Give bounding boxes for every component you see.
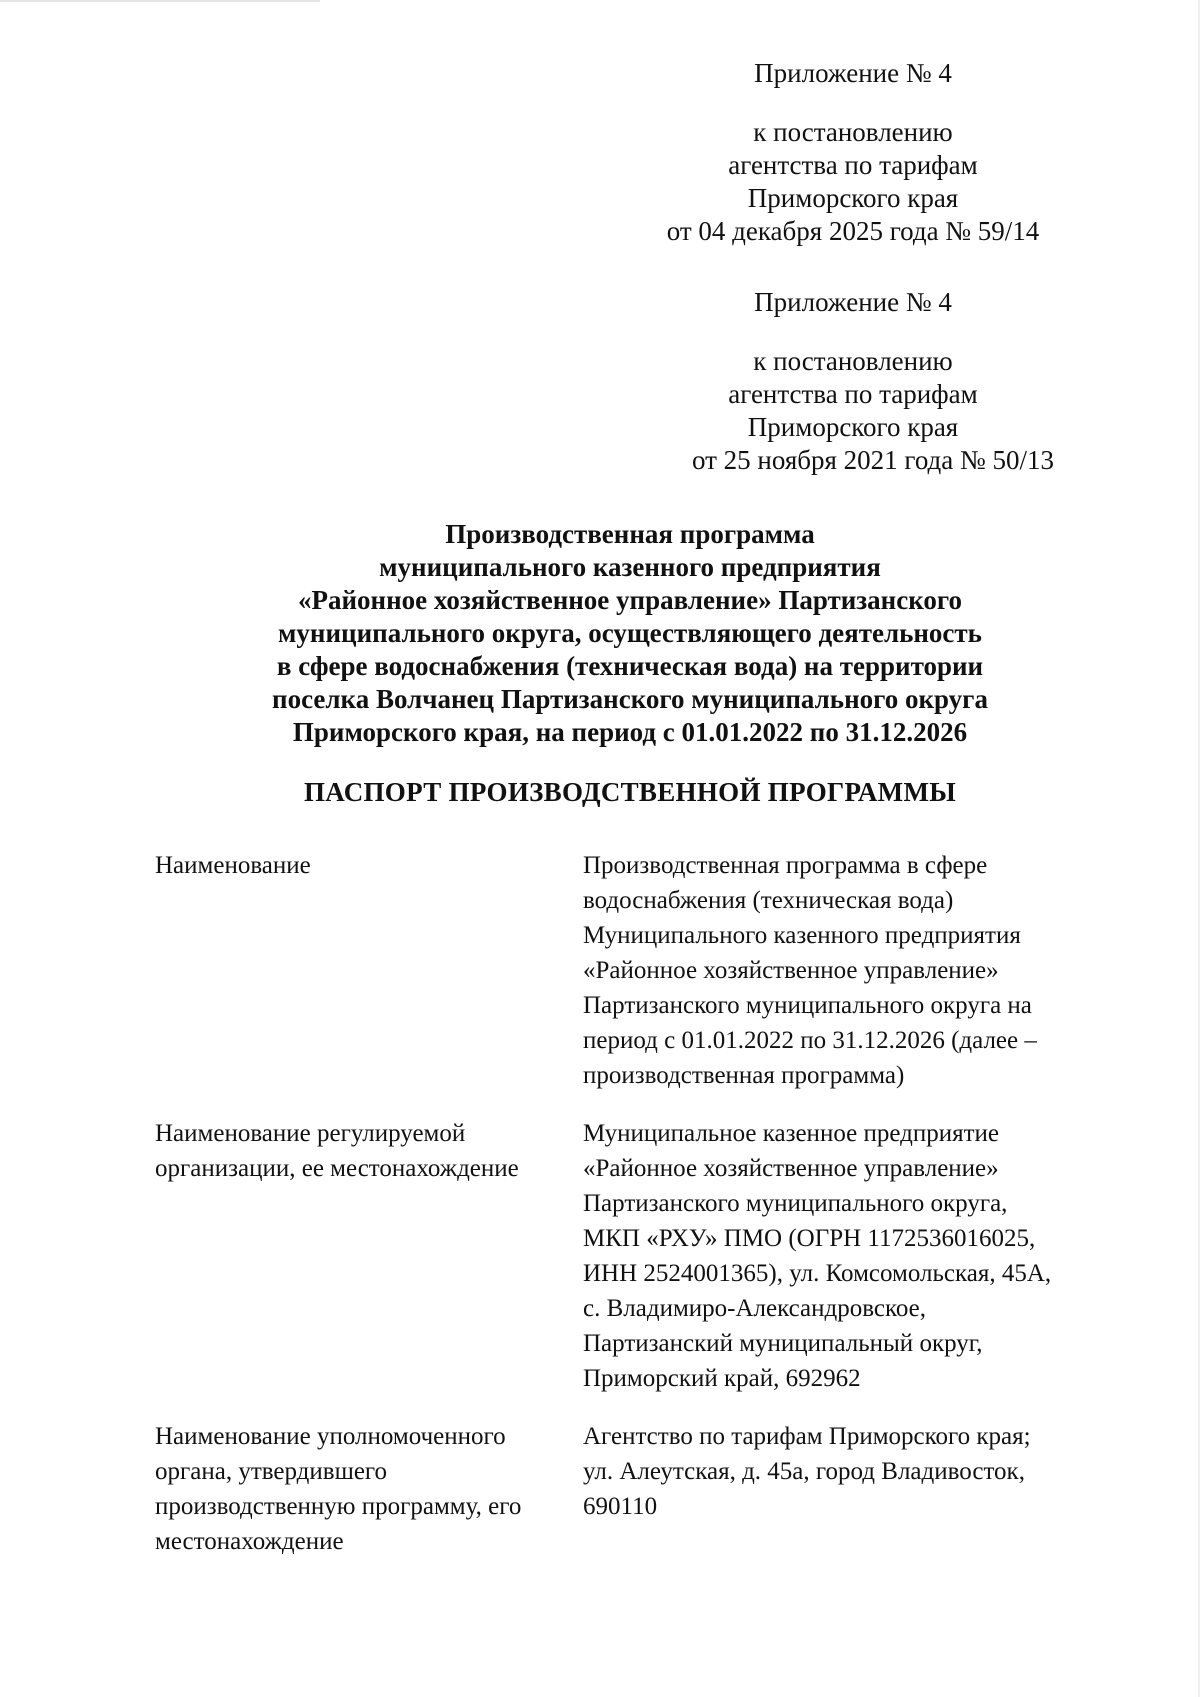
passport-row-value: [583, 1419, 1115, 1559]
passport-row-label: [155, 1419, 583, 1559]
passport-row-label: [155, 1116, 583, 1396]
appendix-title: Приложение № 4: [754, 58, 952, 88]
program-title-line: поселка Волчанец Партизанского муниципального округа: [272, 684, 988, 714]
value-line: Агентство по тарифам Приморского края;: [583, 1423, 1031, 1450]
passport-row-authority: [155, 1419, 1115, 1559]
value-line: Приморский край, 692962: [583, 1365, 861, 1392]
program-title-line: муниципального округа, осуществляющего деятельность: [278, 618, 982, 648]
passport-row-value: [583, 848, 1115, 1093]
value-line: МКП «РХУ» ПМО (ОГРН 1172536016025,: [583, 1225, 1036, 1252]
program-title-line: Приморского края, на период с 01.01.2022 по 31.12.2026: [292, 717, 968, 747]
appendix-line: к постановлению: [753, 117, 953, 147]
value-line: ИНН 2524001365), ул. Комсомольская, 45А,: [583, 1260, 1052, 1287]
program-title-line: муниципального казенного предприятия: [379, 552, 881, 582]
value-line: производственная программа): [583, 1062, 905, 1089]
label-line: органа, утвердившего: [155, 1458, 388, 1485]
program-title: [160, 518, 1100, 749]
passport-row-name: [155, 848, 1115, 1093]
label-line: Наименование регулируемой: [155, 1120, 466, 1147]
program-title-line: «Районное хозяйственное управление» Партизанского: [298, 585, 962, 615]
value-line: Производственная программа в сфере: [583, 852, 988, 879]
value-line: Партизанского муниципального округа на: [583, 992, 1032, 1019]
value-line: с. Владимиро-Александровское,: [583, 1295, 926, 1322]
value-line: Муниципального казенного предприятия: [583, 922, 1021, 949]
program-title-line: в сфере водоснабжения (техническая вода) на территории: [276, 651, 984, 681]
passport-table: [155, 848, 1115, 1582]
appendix-header-current: [623, 57, 1083, 248]
appendix-date-line: от 25 ноября 2021 года № 50/13: [691, 445, 1055, 475]
appendix-line: Приморского края: [747, 183, 959, 213]
passport-row-value: [583, 1116, 1115, 1396]
value-line: водоснабжения (техническая вода): [583, 887, 954, 914]
appendix-line: Приморского края: [747, 412, 959, 442]
label-line: Наименование уполномоченного: [155, 1423, 506, 1450]
value-line: Муниципальное казенное предприятие: [583, 1120, 999, 1147]
scan-edge-top: [0, 0, 320, 2]
passport-row-label: [155, 848, 583, 1093]
appendix-line: агентства по тарифам: [728, 150, 978, 180]
label-line: производственную программу, его: [155, 1493, 522, 1520]
appendix-line: агентства по тарифам: [728, 379, 978, 409]
value-line: «Районное хозяйственное управление»: [583, 1155, 999, 1182]
passport-row-organization: [155, 1116, 1115, 1396]
value-line: 690110: [583, 1493, 658, 1520]
appendix-header-original: [623, 286, 1083, 477]
label-line: местонахождение: [155, 1528, 344, 1555]
value-line: Партизанский муниципальный округ,: [583, 1330, 983, 1357]
value-line: Партизанского муниципального округа,: [583, 1190, 1008, 1217]
label-line: Наименование: [155, 852, 311, 879]
value-line: «Районное хозяйственное управление»: [583, 957, 999, 984]
value-line: период с 01.01.2022 по 31.12.2026 (далее –: [583, 1027, 1037, 1054]
value-line: ул. Алеутская, д. 45а, город Владивосток,: [583, 1458, 1025, 1485]
appendix-title: Приложение № 4: [754, 287, 952, 317]
appendix-line: к постановлению: [753, 346, 953, 376]
passport-heading: ПАСПОРТ ПРОИЗВОДСТВЕННОЙ ПРОГРАММЫ: [303, 777, 957, 807]
program-title-line: Производственная программа: [445, 519, 815, 549]
appendix-date-line: от 04 декабря 2025 года № 59/14: [666, 216, 1040, 246]
label-line: организации, ее местонахождение: [155, 1155, 519, 1182]
